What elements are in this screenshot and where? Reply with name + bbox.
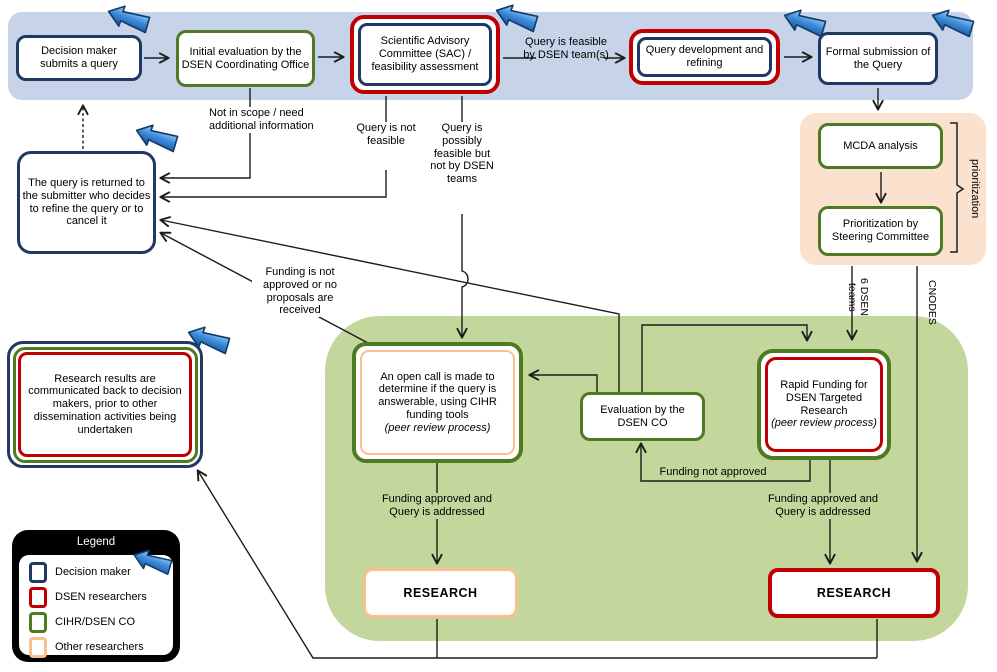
node-open-call bbox=[352, 342, 523, 463]
node-label: MCDA analysis bbox=[843, 139, 918, 152]
dsen-researchers-swatch bbox=[29, 587, 47, 608]
legend-item-cihr-dsen-co bbox=[29, 612, 173, 633]
node-research-right bbox=[768, 568, 940, 618]
node-label: Decision maker submits a query bbox=[40, 45, 118, 70]
node-label: An open call is made to determine if the query is answerable, using CIHR funding tools bbox=[378, 370, 497, 421]
legend-title: Legend bbox=[76, 536, 116, 548]
node-label: RESEARCH bbox=[816, 585, 892, 600]
decision-maker-swatch bbox=[29, 562, 47, 583]
legend-item-label: CIHR/DSEN CO bbox=[55, 616, 136, 629]
node-mcda bbox=[818, 123, 943, 169]
edge-label-query-feasible: Query is feasible by DSEN team(s) bbox=[523, 36, 609, 61]
node-results bbox=[7, 341, 203, 468]
cihr-dsen-co-swatch bbox=[29, 612, 47, 633]
node-label: Evaluation by the DSEN CO bbox=[600, 403, 685, 429]
edge-label-six-dsen-teams: 6 DSEN teams bbox=[845, 278, 870, 316]
node-sublabel: (peer review process) bbox=[771, 417, 877, 430]
node-query-development bbox=[629, 29, 780, 85]
legend-item-label: DSEN researchers bbox=[55, 591, 147, 604]
node-formal-submission bbox=[818, 32, 938, 85]
node-evaluation-dsen-co bbox=[580, 392, 705, 441]
node-label: Initial evaluation by the DSEN Coordinating Office bbox=[181, 45, 310, 71]
node-steering-committee bbox=[818, 206, 943, 256]
legend-item-dsen-researchers bbox=[29, 587, 173, 608]
node-label: The query is returned to the submitter who decides to refine the query or to cancel it bbox=[22, 177, 151, 228]
edge-label-funding-approved-right: Funding approved and Query is addressed bbox=[765, 493, 881, 519]
edge-label-possibly-feasible: Query is possibly feasible but not by DSEN teams bbox=[425, 122, 499, 214]
node-label: Query development and refining bbox=[645, 44, 764, 69]
node-initial-evaluation bbox=[176, 30, 315, 87]
node-sublabel: (peer review process) bbox=[384, 421, 491, 434]
edge-label-prioritization: prioritization bbox=[969, 159, 981, 219]
node-research-left bbox=[363, 568, 518, 618]
node-label: Research results are communicated back to decision makers, prior to other dissemination activities being undertaken bbox=[28, 372, 182, 436]
node-label: Prioritization by Steering Committee bbox=[831, 218, 930, 243]
edge-label-funding-not-approved: Funding not approved bbox=[657, 466, 769, 479]
node-sac bbox=[350, 15, 500, 94]
legend-item-label: Decision maker bbox=[55, 566, 131, 579]
edge-label-funding-approved-left: Funding approved and Query is addressed bbox=[379, 493, 495, 519]
node-label: Rapid Funding for DSEN Targeted Research bbox=[780, 379, 868, 417]
node-label: RESEARCH bbox=[403, 585, 478, 600]
node-rapid-funding bbox=[757, 349, 891, 460]
edge-label-not-in-scope: Not in scope / need additional information bbox=[209, 107, 316, 133]
node-label: Formal submission of the Query bbox=[825, 45, 931, 71]
node-query-returned bbox=[17, 151, 156, 254]
edge-label-no-funding-no-proposals: Funding is not approved or no proposals are received bbox=[252, 266, 348, 317]
legend-item-other-researchers bbox=[29, 637, 173, 658]
other-researchers-swatch bbox=[29, 637, 47, 658]
node-label: Scientific Advisory Committee (SAC) / feasibility assessment bbox=[371, 35, 479, 73]
legend-item-label: Other researchers bbox=[55, 641, 144, 654]
edge-label-not-feasible: Query is not feasible bbox=[352, 122, 420, 170]
edge-label-cnodes: CNODES bbox=[926, 279, 938, 325]
node-decision-maker bbox=[16, 35, 142, 81]
